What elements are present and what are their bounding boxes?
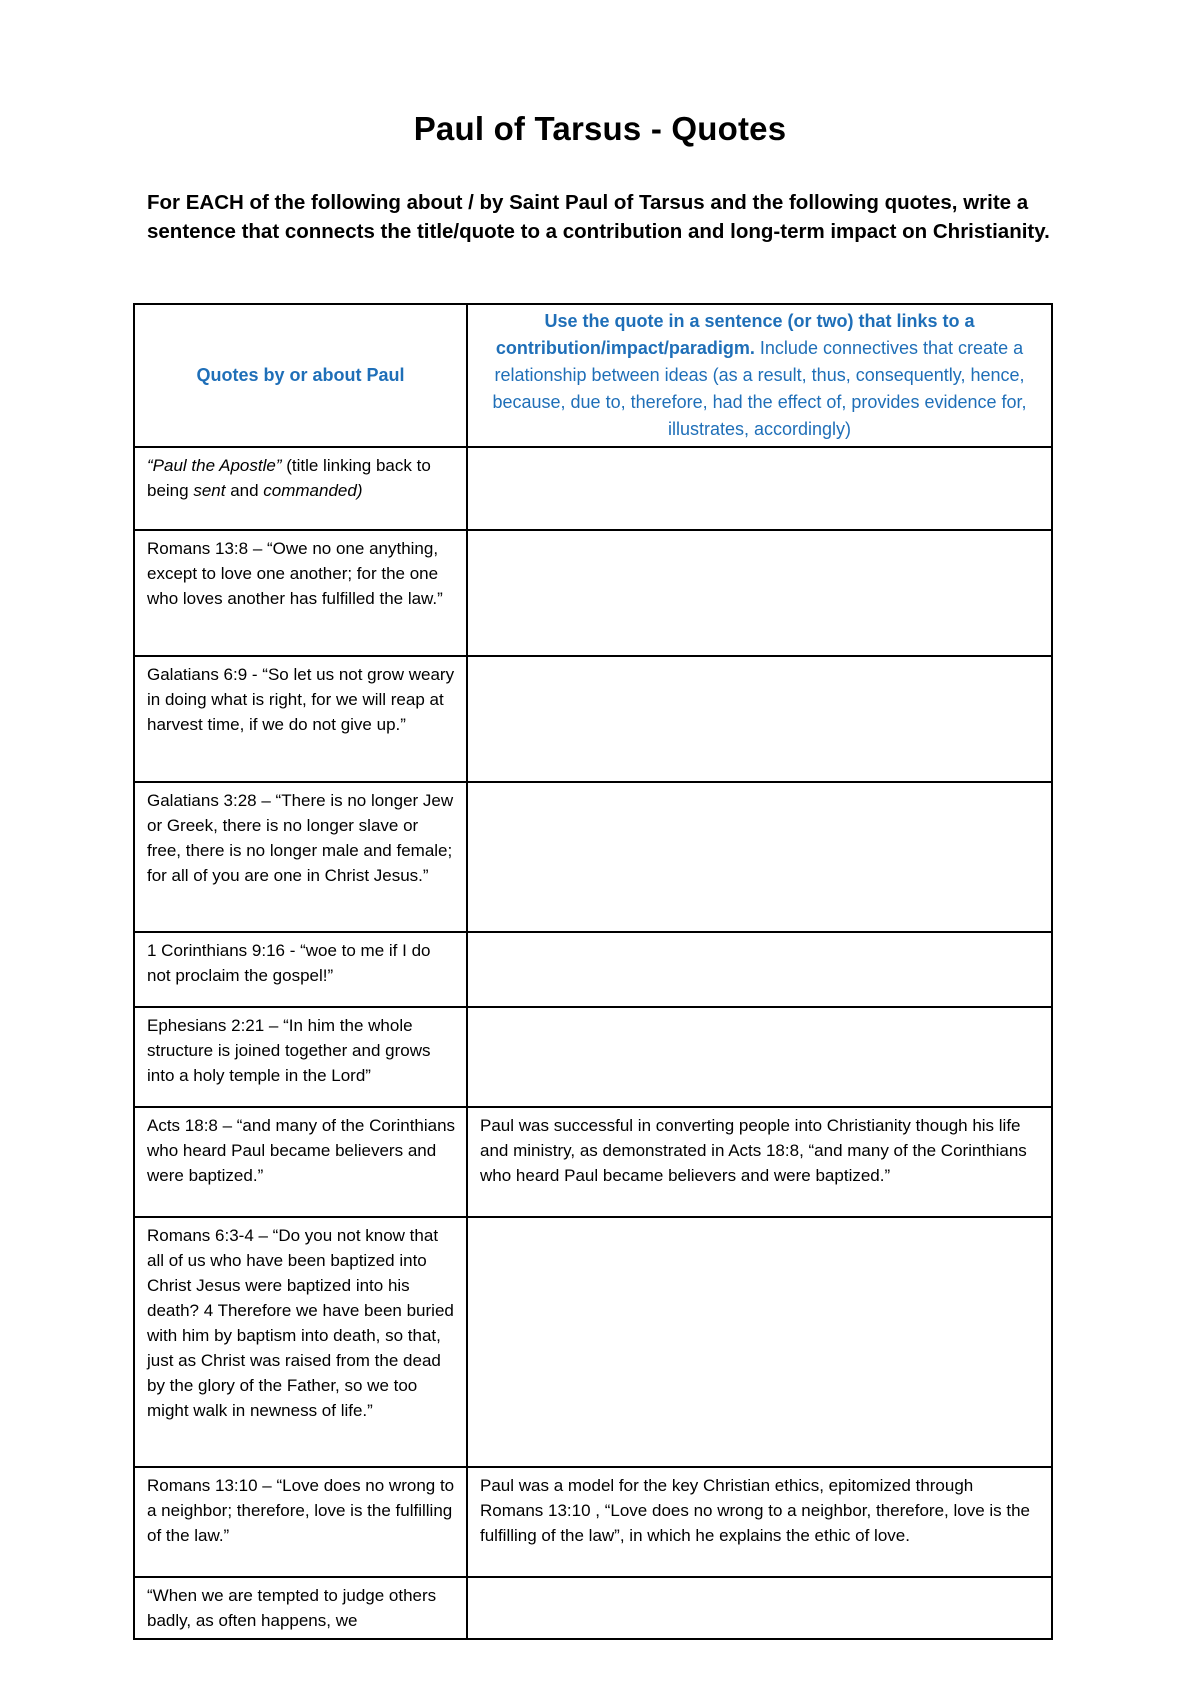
table-row [134,1107,1052,1217]
response-cell[interactable] [467,656,1052,782]
table-row [134,656,1052,782]
table-row [134,447,1052,530]
response-cell[interactable] [467,1007,1052,1107]
quote-cell: Romans 13:8 – “Owe no one anything, except to love one another; for the one who loves another has fulfilled the law.” [134,530,467,656]
quote-cell: “When we are tempted to judge others badly, as often happens, we [134,1577,467,1639]
quote-cell [134,447,467,530]
table-row [134,1217,1052,1467]
page-title: Paul of Tarsus - Quotes [413,110,787,147]
header-response-column [467,304,1052,447]
response-cell[interactable] [467,1577,1052,1639]
quote-cell: Galatians 3:28 – “There is no longer Jew or Greek, there is no longer slave or free, there is no longer male and female; for all of you are one in Christ Jesus.” [134,782,467,932]
quote-cell: Romans 6:3-4 – “Do you not know that all of us who have been baptized into Christ Jesus were baptized into his death? 4 Therefore we have been buried with him by baptism into death, so that, just as Christ was raised from the dead by the glory of the Father, so we too might walk in newness of life.” [134,1217,467,1467]
response-cell[interactable] [467,782,1052,932]
table-row [134,782,1052,932]
quote-text: (title linking back to being [147,456,431,500]
header-quotes-column: Quotes by or about Paul [134,304,467,447]
table-row [134,1467,1052,1577]
quote-text-and: and [225,481,264,500]
table-header-row [134,304,1052,447]
table-row [134,530,1052,656]
quote-cell: Romans 13:10 – “Love does no wrong to a neighbor; therefore, love is the fulfilling of the law.” [134,1467,467,1577]
response-cell[interactable] [467,1217,1052,1467]
header-response-strong: Use the quote in a sentence (or two) that links to a contribution/impact/paradigm. [495,311,975,358]
quotes-table [133,303,1053,1640]
quote-title-italic: “Paul the Apostle” [147,456,282,475]
response-cell[interactable] [467,447,1052,530]
response-cell[interactable] [467,932,1052,1007]
quote-cell: Ephesians 2:21 – “In him the whole structure is joined together and grows into a holy temple in the Lord” [134,1007,467,1107]
quote-cell: 1 Corinthians 9:16 - “woe to me if I do not proclaim the gospel!” [134,932,467,1007]
quote-cell: Galatians 6:9 - “So let us not grow weary in doing what is right, for we will reap at harvest time, if we do not give up.” [134,656,467,782]
header-response-rest: Include connectives that create a relationship between ideas (as a result, thus, consequently, hence, because, due to, therefore, had the effect of, provides evidence for, illustrates, accordingly) [492,338,1027,439]
response-cell[interactable]: Paul was a model for the key Christian ethics, epitomized through Romans 13:10 , “Love does no wrong to a neighbor, therefore, love is the fulfilling of the law”, in which he explains the ethic of love. [467,1467,1052,1577]
response-cell[interactable]: Paul was successful in converting people into Christianity though his life and ministry, as demonstrated in Acts 18:8, “and many of the Corinthians who heard Paul became believers and were baptized.” [467,1107,1052,1217]
quote-italic-sent: sent [193,481,226,500]
table-row [134,932,1052,1007]
quote-italic-commanded: commanded) [263,481,363,500]
response-cell[interactable] [467,530,1052,656]
table-row [134,1577,1052,1639]
instructions-text: For EACH of the following about / by Saint Paul of Tarsus and the following quotes, write a sentence that connects the title/quote to a contribution and long-term impact on Christianity. [147,191,1050,243]
table-row [134,1007,1052,1107]
quote-cell: Acts 18:8 – “and many of the Corinthians who heard Paul became believers and were baptized.” [134,1107,467,1217]
